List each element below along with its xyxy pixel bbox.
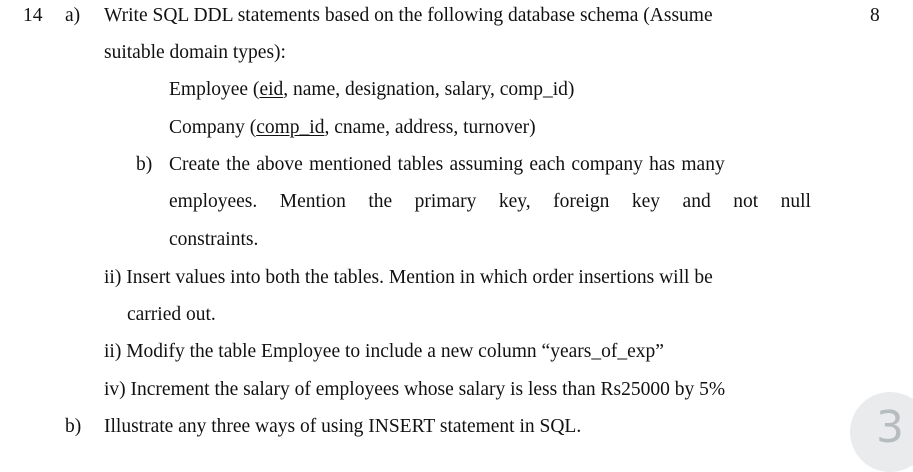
word: null [780,191,811,212]
question-number: 14 [23,5,43,26]
part-a-label: a) [65,5,81,26]
company-columns: , cname, address, turnover) [324,117,536,138]
employee-table-name: Employee ( [169,79,260,100]
word: primary [414,191,477,212]
marks: 8 [870,5,880,26]
part-a-text-line1: Write SQL DDL statements based on the following database schema (Assume [104,5,713,26]
sub-b-text-line3: constraints. [169,229,259,250]
word: foreign [553,191,610,212]
word: Mention [279,191,346,212]
company-table-name: Company ( [169,117,257,138]
word: and [682,191,711,212]
sub-ii-modify: ii) Modify the table Employee to include a new column “years_of_exp” [104,341,664,362]
word: not [733,191,759,212]
part-a-text-line2: suitable domain types): [104,42,286,63]
word: employees. [169,191,258,212]
sub-b-text-line2 [169,192,811,212]
sub-b-text-line1: Create the above mentioned tables assuming each company has many [169,154,725,175]
employee-primary-key: eid [259,79,284,100]
sub-ii-insert-line2: carried out. [127,304,216,325]
employee-columns: , name, designation, salary, comp_id) [283,79,575,100]
word: key [631,191,661,212]
sub-ii-insert-line1: ii) Insert values into both the tables. Mention in which order insertions will be [104,267,713,288]
employee-schema [169,80,574,100]
word: the [368,191,393,212]
page-badge-decoration [850,392,913,472]
sub-iv: iv) Increment the salary of employees whose salary is less than Rs25000 by 5% [104,379,726,400]
part-b-label: b) [65,416,82,437]
word: key, [498,191,531,212]
company-schema [169,118,536,138]
company-primary-key: comp_id [256,117,325,138]
sub-b-label: b) [136,154,153,175]
part-b-text: Illustrate any three ways of using INSERT statement in SQL. [104,416,582,437]
page-badge-glyph: 3 [876,402,904,453]
